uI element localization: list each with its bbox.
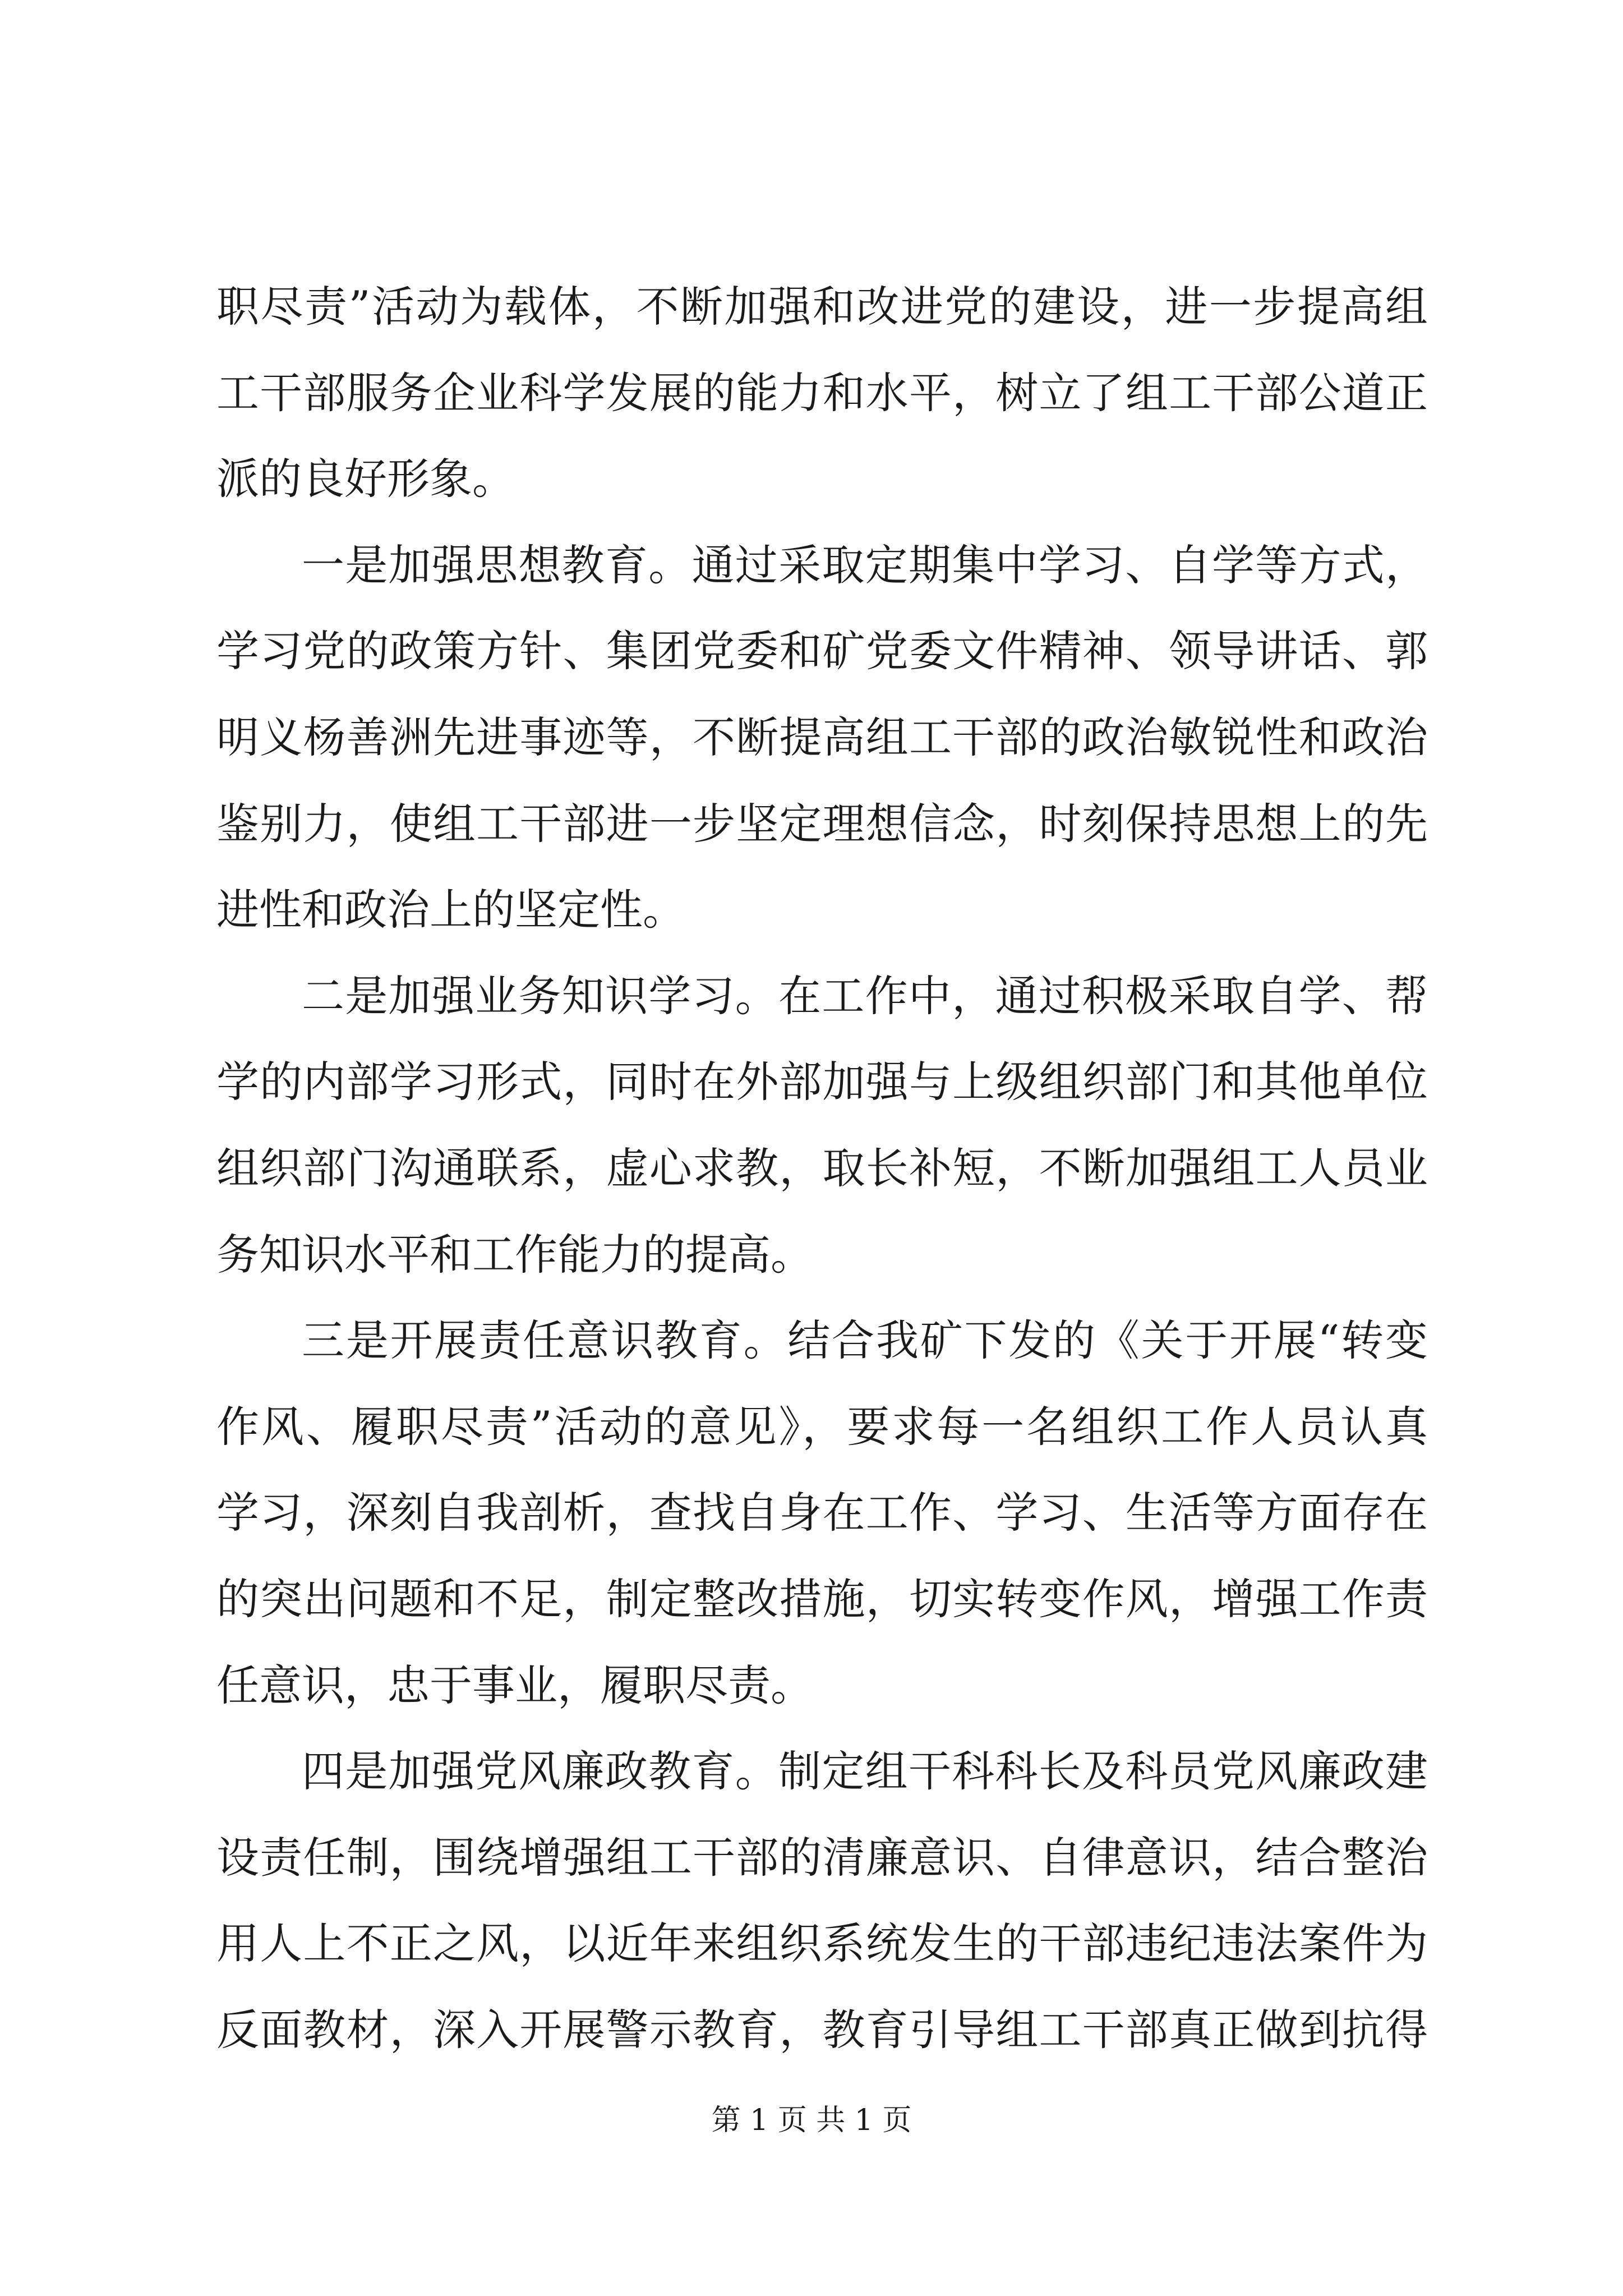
- text-line: 二是加强业务知识学习。在工作中，通过积极采取自学、帮: [302, 970, 1428, 1021]
- text-line: 任意识，忠于事业，履职尽责。: [216, 1660, 813, 1710]
- text-line: 反面教材，深入开展警示教育，教育引导组工干部真正做到抗得: [216, 2004, 1428, 2055]
- page-footer: [0, 2101, 1623, 2140]
- text-line: 鉴别力，使组工干部进一步坚定理想信念，时刻保持思想上的先: [216, 798, 1428, 849]
- text-line: 学的内部学习形式，同时在外部加强与上级组织部门和其他单位: [216, 1057, 1428, 1107]
- text-line: 进性和政治上的坚定性。: [216, 885, 685, 935]
- text-line: 明义杨善洲先进事迹等，不断提高组工干部的政治敏锐性和政治: [216, 712, 1428, 762]
- text-line: 职尽责”活动为载体，不断加强和改进党的建设，进一步提高组: [216, 282, 1428, 332]
- page-number-label: 第 1 页 共 1 页: [711, 2104, 912, 2137]
- text-line: 一是加强思想教育。通过采取定期集中学习、自学等方式，: [302, 540, 1428, 590]
- text-line: 务知识水平和工作能力的提高。: [216, 1229, 813, 1280]
- text-line: 组织部门沟通联系，虚心求教，取长补短，不断加强组工人员业: [216, 1143, 1428, 1193]
- text-line: 学习，深刻自我剖析，查找自身在工作、学习、生活等方面存在: [216, 1488, 1428, 1538]
- body-text: [216, 264, 1428, 2073]
- text-line: 设责任制，围绕增强组工干部的清廉意识、自律意识，结合整治: [216, 1832, 1428, 1883]
- text-line: 派的良好形象。: [216, 454, 515, 504]
- text-line: 作风、履职尽责”活动的意见》，要求每一名组织工作人员认真: [216, 1401, 1428, 1452]
- text-line: 工干部服务企业科学发展的能力和水平，树立了组工干部公道正: [216, 367, 1428, 418]
- text-line: 用人上不正之风，以近年来组织系统发生的干部违纪违法案件为: [216, 1918, 1428, 1969]
- text-line: 学习党的政策方针、集团党委和矿党委文件精神、领导讲话、郭: [216, 626, 1428, 677]
- text-line: 四是加强党风廉政教育。制定组干科科长及科员党风廉政建: [302, 1746, 1428, 1797]
- text-line: 的突出问题和不足，制定整改措施，切实转变作风，增强工作责: [216, 1573, 1428, 1624]
- text-line: 三是开展责任意识教育。结合我矿下发的《关于开展“转变: [302, 1315, 1428, 1366]
